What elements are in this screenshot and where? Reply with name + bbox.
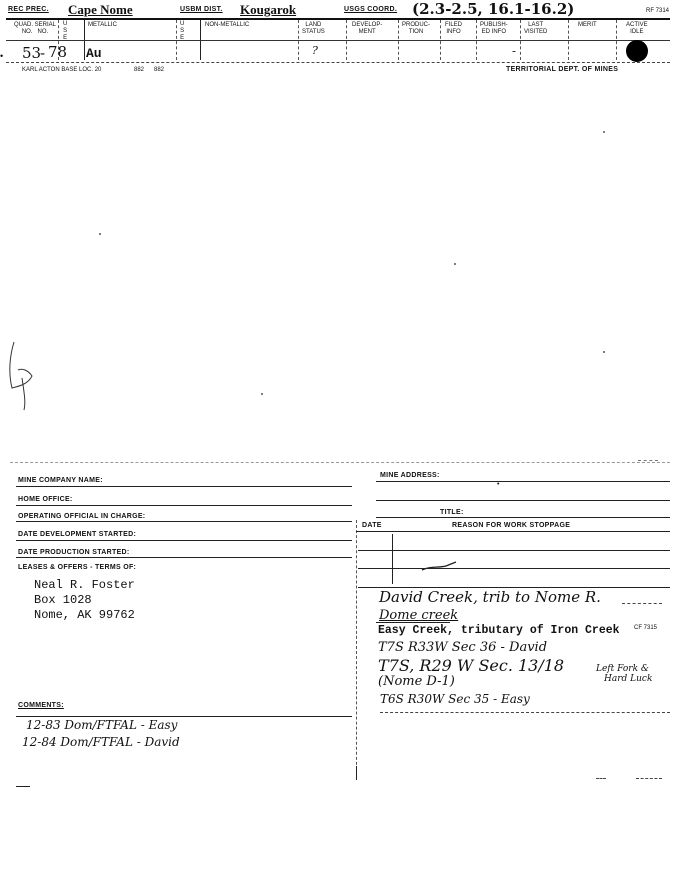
usgs-coord-label: USGS COORD. <box>344 6 398 13</box>
lessee-box: Box 1028 <box>34 593 92 607</box>
sub-num-1: 882 <box>134 67 145 73</box>
filed-mark: - <box>512 44 517 58</box>
sub-note: KARL ACTON BASE LOC. 20 <box>22 67 102 73</box>
note-hard-luck: Hard Luck <box>604 674 653 684</box>
note-nome-d1: (Nome D-1) <box>378 674 455 689</box>
note-left-fork: Left Fork & <box>596 664 649 674</box>
commodity: Au <box>86 46 102 61</box>
land-status-mark: ? <box>312 44 318 57</box>
lessee-city: Nome, AK 99762 <box>34 608 135 622</box>
row-tick: • <box>0 51 4 61</box>
reason-col-label: REASON FOR WORK STOPPAGE <box>452 522 571 529</box>
col-non-metallic: NON-METALLIC <box>205 22 250 28</box>
col-last-visited: LAST VISITED <box>524 22 548 35</box>
rec-prec-label: REC PREC. <box>8 6 49 13</box>
comment-line-1: 12-83 Dom/FTFAL - Easy <box>26 718 178 732</box>
quad-no: 53 <box>22 44 42 62</box>
col-development: DEVELOP- MENT <box>352 22 383 35</box>
col-quad-serial: QUAD. SERIAL NO. NO. <box>14 22 57 35</box>
mine-address-label: MINE ADDRESS: <box>380 472 440 479</box>
territorial-stamp: TERRITORIAL DEPT. OF MINES <box>506 66 619 73</box>
operating-official-label: OPERATING OFFICIAL IN CHARGE: <box>18 513 146 520</box>
address-mark: • <box>497 481 500 488</box>
comments-label: COMMENTS: <box>18 702 64 709</box>
note-easy-creek: Easy Creek, tributary of Iron Creek <box>378 624 620 637</box>
date-development-label: DATE DEVELOPMENT STARTED: <box>18 531 137 538</box>
col-filed-info: FILED INFO <box>445 22 463 35</box>
col-merit: MERIT <box>578 22 597 28</box>
serial-no: 78 <box>48 43 68 61</box>
home-office-label: HOME OFFICE: <box>18 496 73 503</box>
note-david-creek: David Creek, trib to Nome R. <box>379 588 601 606</box>
title-label: TITLE: <box>440 509 464 516</box>
quad-serial-dash: - <box>40 44 46 62</box>
mine-company-label: MINE COMPANY NAME: <box>18 477 103 484</box>
comment-line-2: 12-84 Dom/FTFAL - David <box>22 735 180 749</box>
col-metallic: METALLIC <box>88 22 117 28</box>
col-land-status: LAND STATUS <box>302 22 325 35</box>
col-use-2: U S E <box>180 21 185 41</box>
col-use-1: U S E <box>63 21 68 41</box>
col-production: PRODUC- TION <box>402 22 430 35</box>
note-t7s-r29w: T7S, R29 W Sec. 13/18 <box>378 656 565 675</box>
col-active-idle: ACTIVE IDLE <box>626 22 648 35</box>
date-production-label: DATE PRODUCTION STARTED: <box>18 549 130 556</box>
sub-num-2: 882 <box>154 67 165 73</box>
rec-prec-value: Cape Nome <box>68 2 133 17</box>
leases-label: LEASES & OFFERS - TERMS OF: <box>18 564 137 571</box>
usbm-dist-label: USBM DIST. <box>180 6 223 13</box>
date-col-label: DATE <box>362 522 382 529</box>
note-t6s-r30w: T6S R30W Sec 35 - Easy <box>380 692 530 706</box>
lessee-name: Neal R. Foster <box>34 578 135 592</box>
usbm-dist-value: Kougarok <box>240 2 297 17</box>
note-t7s-r33w: T7S R33W Sec 36 - David <box>378 640 548 655</box>
col-published-info: PUBLISH- ED INFO <box>480 22 508 35</box>
usgs-coord-value: (2.3-2.5, 16.1-16.2) <box>412 0 575 18</box>
form-number: RF 7314 <box>646 8 670 14</box>
note-dome-creek: Dome creek <box>379 608 459 623</box>
note-easy-creek-tag: CF 7315 <box>634 625 658 631</box>
reason-squiggle <box>420 560 460 574</box>
